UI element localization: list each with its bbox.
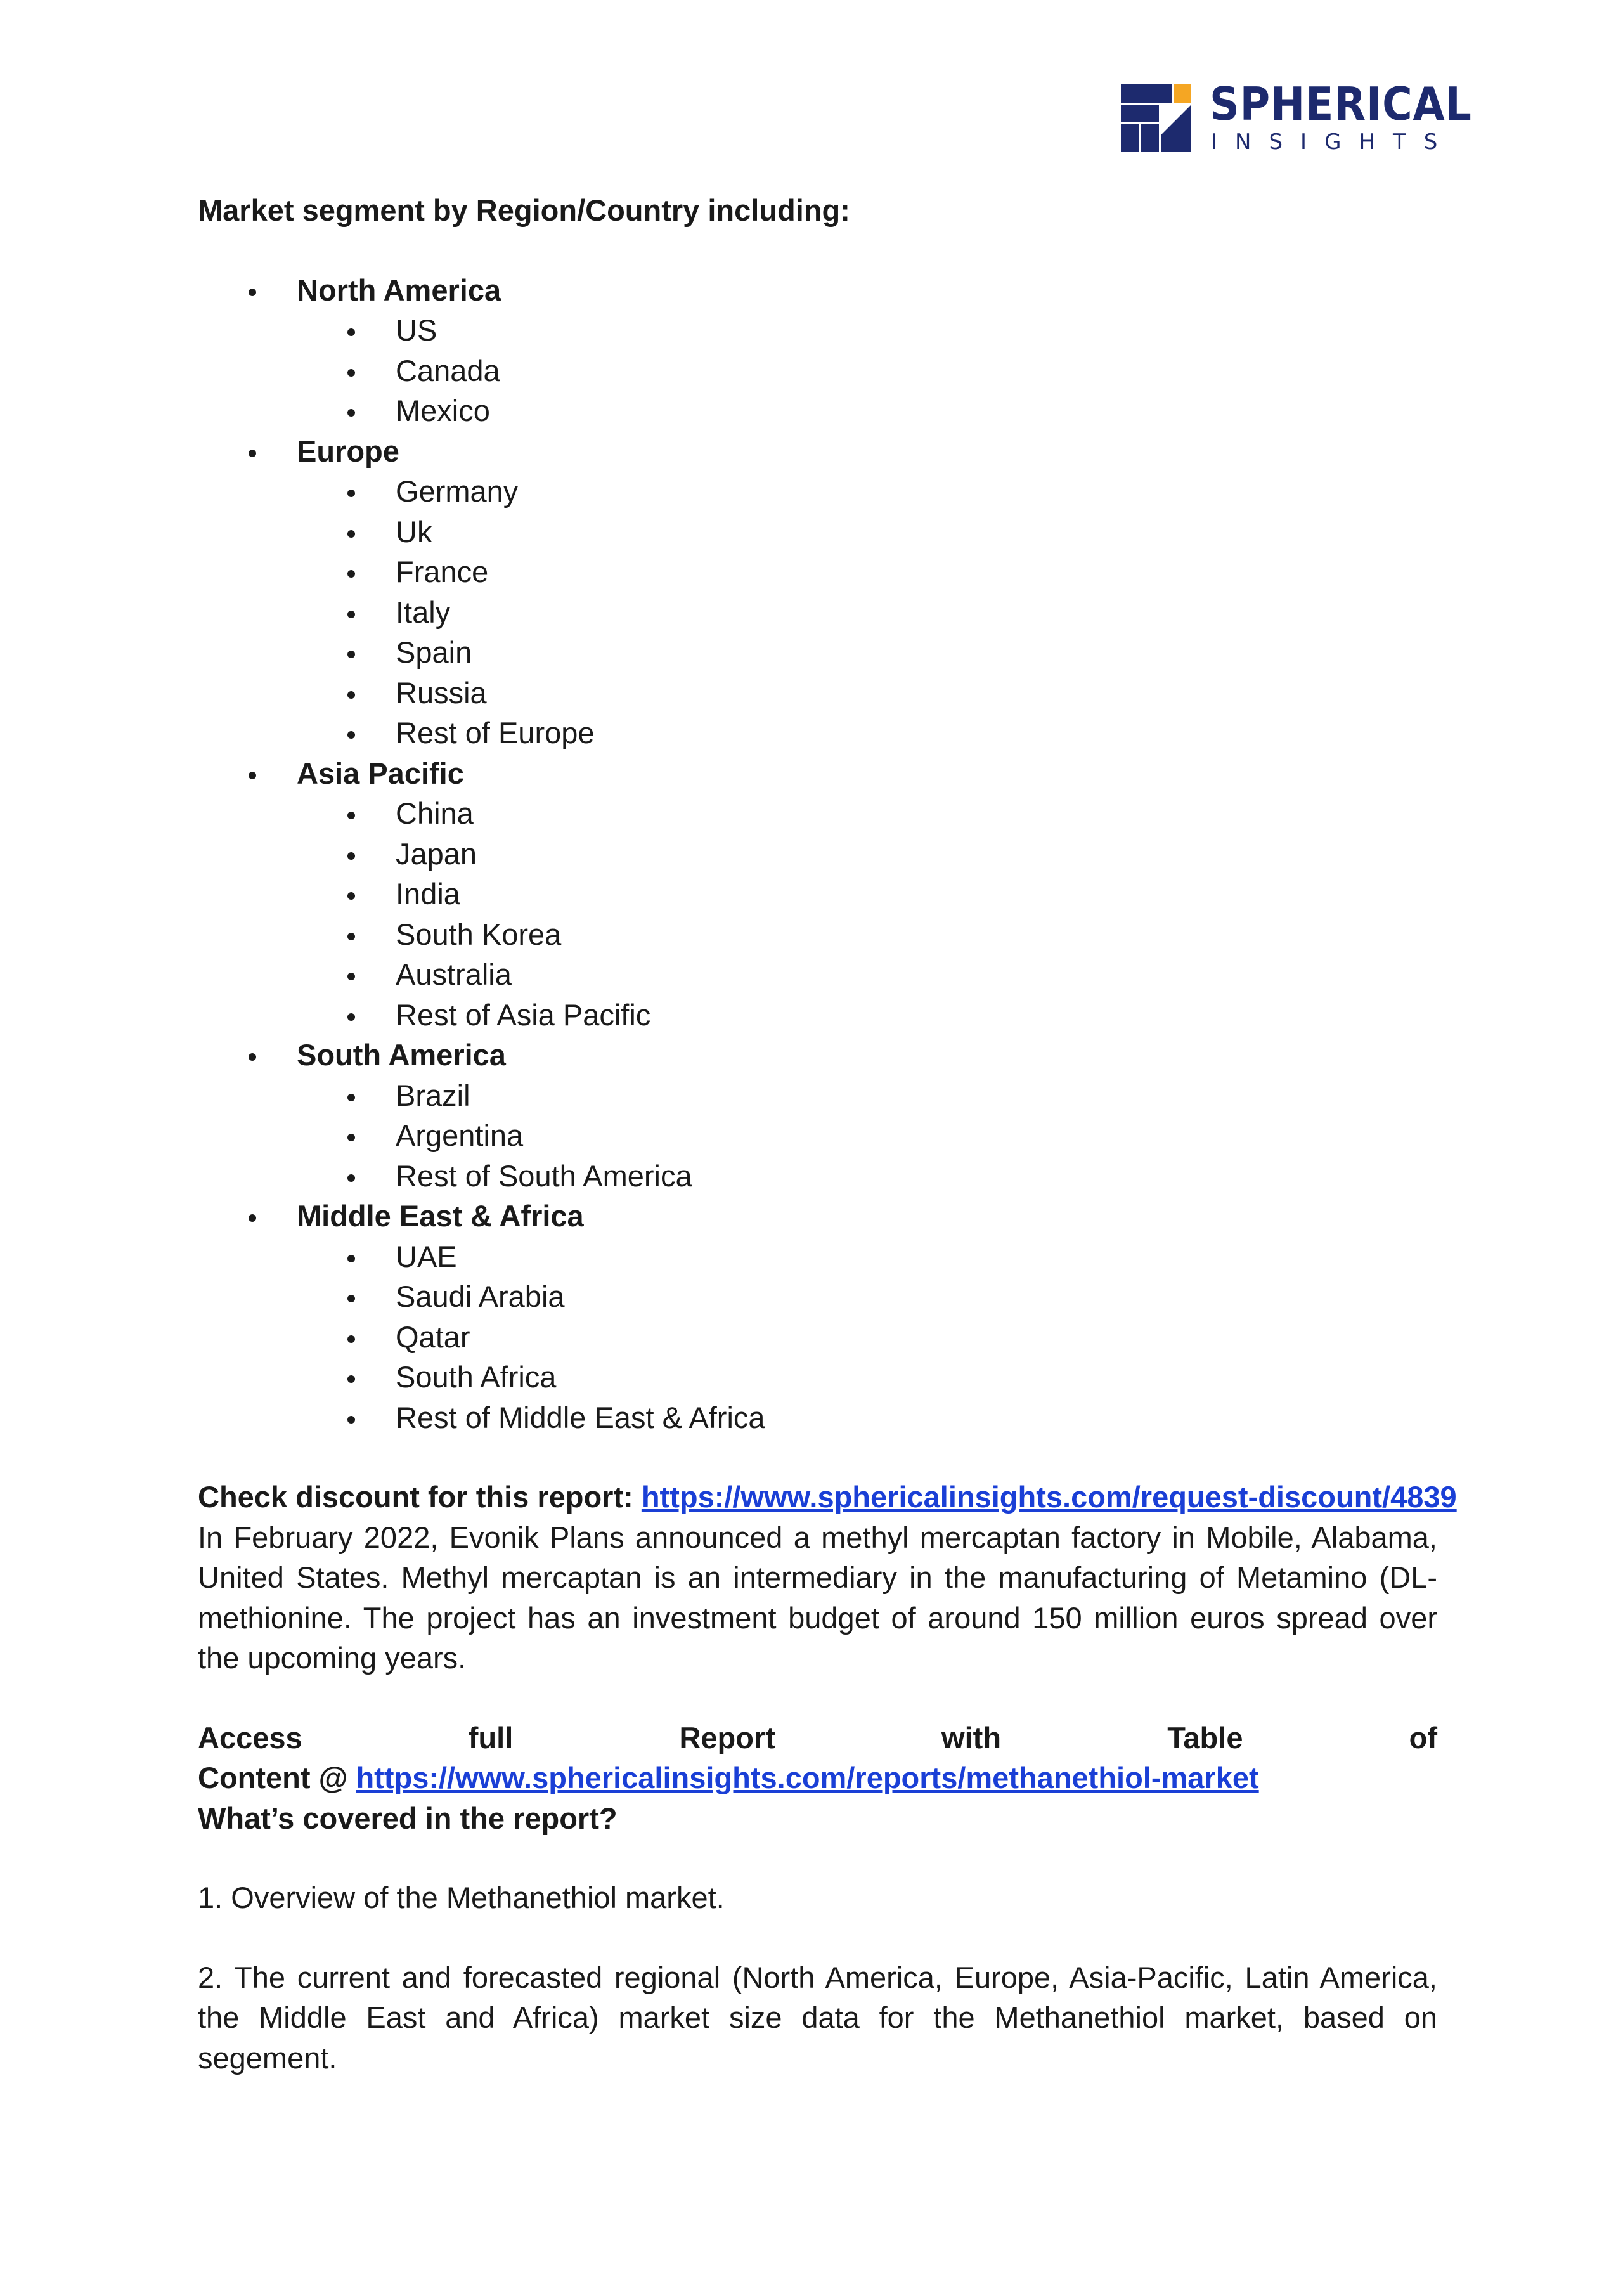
country-item [198,1398,1437,1438]
region-row [198,1196,1437,1236]
country-name: Germany [396,474,519,508]
country-name: Mexico [396,394,490,427]
bullet-icon [347,1295,355,1302]
country-item [198,713,1437,753]
country-name: Brazil [396,1078,470,1112]
access-word: of [1409,1720,1437,1754]
country-item [198,1236,1437,1277]
bullet-icon [347,611,355,618]
logo-mark-icon [1121,84,1196,152]
content-line [198,1758,1437,1798]
country-item [198,673,1437,713]
discount-label: Check discount for this report: [198,1480,642,1514]
country-item [198,391,1437,431]
country-name: Qatar [396,1320,470,1354]
country-item [198,592,1437,633]
country-item [198,512,1437,552]
country-list [198,1075,1437,1197]
country-item [198,1276,1437,1317]
country-name: Japan [396,836,477,871]
bullet-icon [347,490,355,497]
covered-item-2: 2. The current and forecasted regional (North America, Europe, Asia-Pacific, Latin America, the Middle East and Africa) market size data for the Methanethiol market, based on segement. [198,1960,1437,2075]
country-name: Rest of Asia Pacific [396,997,651,1032]
news-paragraph: In February 2022, Evonik Plans announced a methyl mercaptan factory in Mobile, Alabama, United States. Methyl mercaptan is an intermediary in the manufacturing of Metamino (DL-methionine. The project has an investment budget of around 150 million euros spread over the upcoming years. [198,1520,1437,1675]
access-word: Report [679,1720,775,1754]
access-word: full [468,1720,514,1754]
region-list [198,270,1437,1438]
bullet-icon [347,1416,355,1424]
bullet-icon [347,570,355,578]
bullet-icon [347,1255,355,1262]
spherical-insights-logo [1121,77,1472,159]
discount-line [198,1477,1457,1517]
bullet-icon [347,651,355,658]
report-link[interactable]: https://www.sphericalinsights.com/reports/methanethiol-market [356,1761,1259,1794]
document-body [198,190,1457,2078]
country-name: Canada [396,353,500,387]
country-list [198,310,1437,431]
bullet-icon [249,1053,256,1061]
region-name: Middle East & Africa [297,1199,584,1233]
country-name: Russia [396,675,487,710]
bullet-icon [347,409,355,417]
country-list [198,471,1437,753]
region-item [198,431,1437,753]
bullet-icon [347,1375,355,1383]
country-name: Rest of Europe [396,716,595,749]
country-item [198,310,1437,351]
country-name: Rest of Middle East & Africa [396,1400,765,1434]
bullet-icon [347,933,355,940]
country-item [198,1317,1437,1358]
bullet-icon [347,691,355,699]
bullet-icon [347,812,355,819]
bullet-icon [347,852,355,860]
country-item [198,874,1437,914]
country-item [198,793,1437,834]
country-item [198,471,1437,512]
bullet-icon [347,1335,355,1343]
bullet-icon [249,289,256,296]
country-item [198,995,1437,1035]
country-name: China [396,796,474,830]
bullet-icon [347,1013,355,1021]
country-name: Spain [396,635,472,669]
logo-tagline-text: INSIGHTS [1211,129,1456,155]
region-row [198,431,1437,472]
country-name: Argentina [396,1119,524,1152]
access-word: Access [198,1720,302,1754]
content-label: Content @ [198,1761,356,1794]
bullet-icon [347,731,355,739]
country-name: Rest of South America [396,1158,692,1193]
country-list [198,1236,1437,1438]
country-item [198,954,1437,995]
logo-brand-text: SPHERICAL [1210,77,1472,131]
country-name: Uk [396,514,432,548]
bullet-icon [249,1214,256,1222]
region-name: South America [297,1038,506,1072]
country-item [198,351,1437,391]
bullet-icon [347,1174,355,1182]
bullet-icon [347,1094,355,1101]
bullet-icon [249,450,256,457]
country-name: South Africa [396,1360,557,1394]
country-item [198,552,1437,592]
country-item [198,914,1437,955]
bullet-icon [347,369,355,377]
region-item [198,1196,1437,1437]
country-item [198,1075,1437,1116]
region-row [198,270,1437,311]
bullet-icon [347,973,355,980]
country-name: India [396,877,460,911]
region-item [198,753,1437,1035]
access-line [198,1718,1437,1758]
country-list [198,793,1437,1035]
covered-item-1: 1. Overview of the Methanethiol market. [198,1881,725,1914]
bullet-icon [249,772,256,779]
country-item [198,834,1437,874]
region-item [198,1035,1437,1196]
bullet-icon [347,1134,355,1141]
region-name: Asia Pacific [297,756,464,790]
country-name: France [396,555,489,588]
access-word: Table [1167,1720,1243,1754]
region-name: Europe [297,434,399,468]
country-item [198,1156,1437,1197]
region-item [198,270,1437,431]
country-name: UAE [396,1239,457,1273]
discount-link[interactable]: https://www.sphericalinsights.com/request-discount/4839 [641,1480,1457,1514]
bullet-icon [347,892,355,900]
country-name: Saudi Arabia [396,1280,565,1313]
covered-heading: What’s covered in the report? [198,1801,618,1835]
country-name: Italy [396,595,451,629]
bullet-icon [347,530,355,538]
country-item [198,1357,1437,1398]
segment-heading: Market segment by Region/Country including: [198,193,850,227]
country-name: South Korea [396,917,562,951]
access-word: with [941,1720,1002,1754]
bullet-icon [347,328,355,336]
country-item [198,632,1437,673]
region-name: North America [297,273,501,307]
region-row [198,1035,1437,1075]
country-item [198,1115,1437,1156]
region-row [198,753,1437,794]
country-name: US [396,313,437,347]
country-name: Australia [396,957,512,991]
